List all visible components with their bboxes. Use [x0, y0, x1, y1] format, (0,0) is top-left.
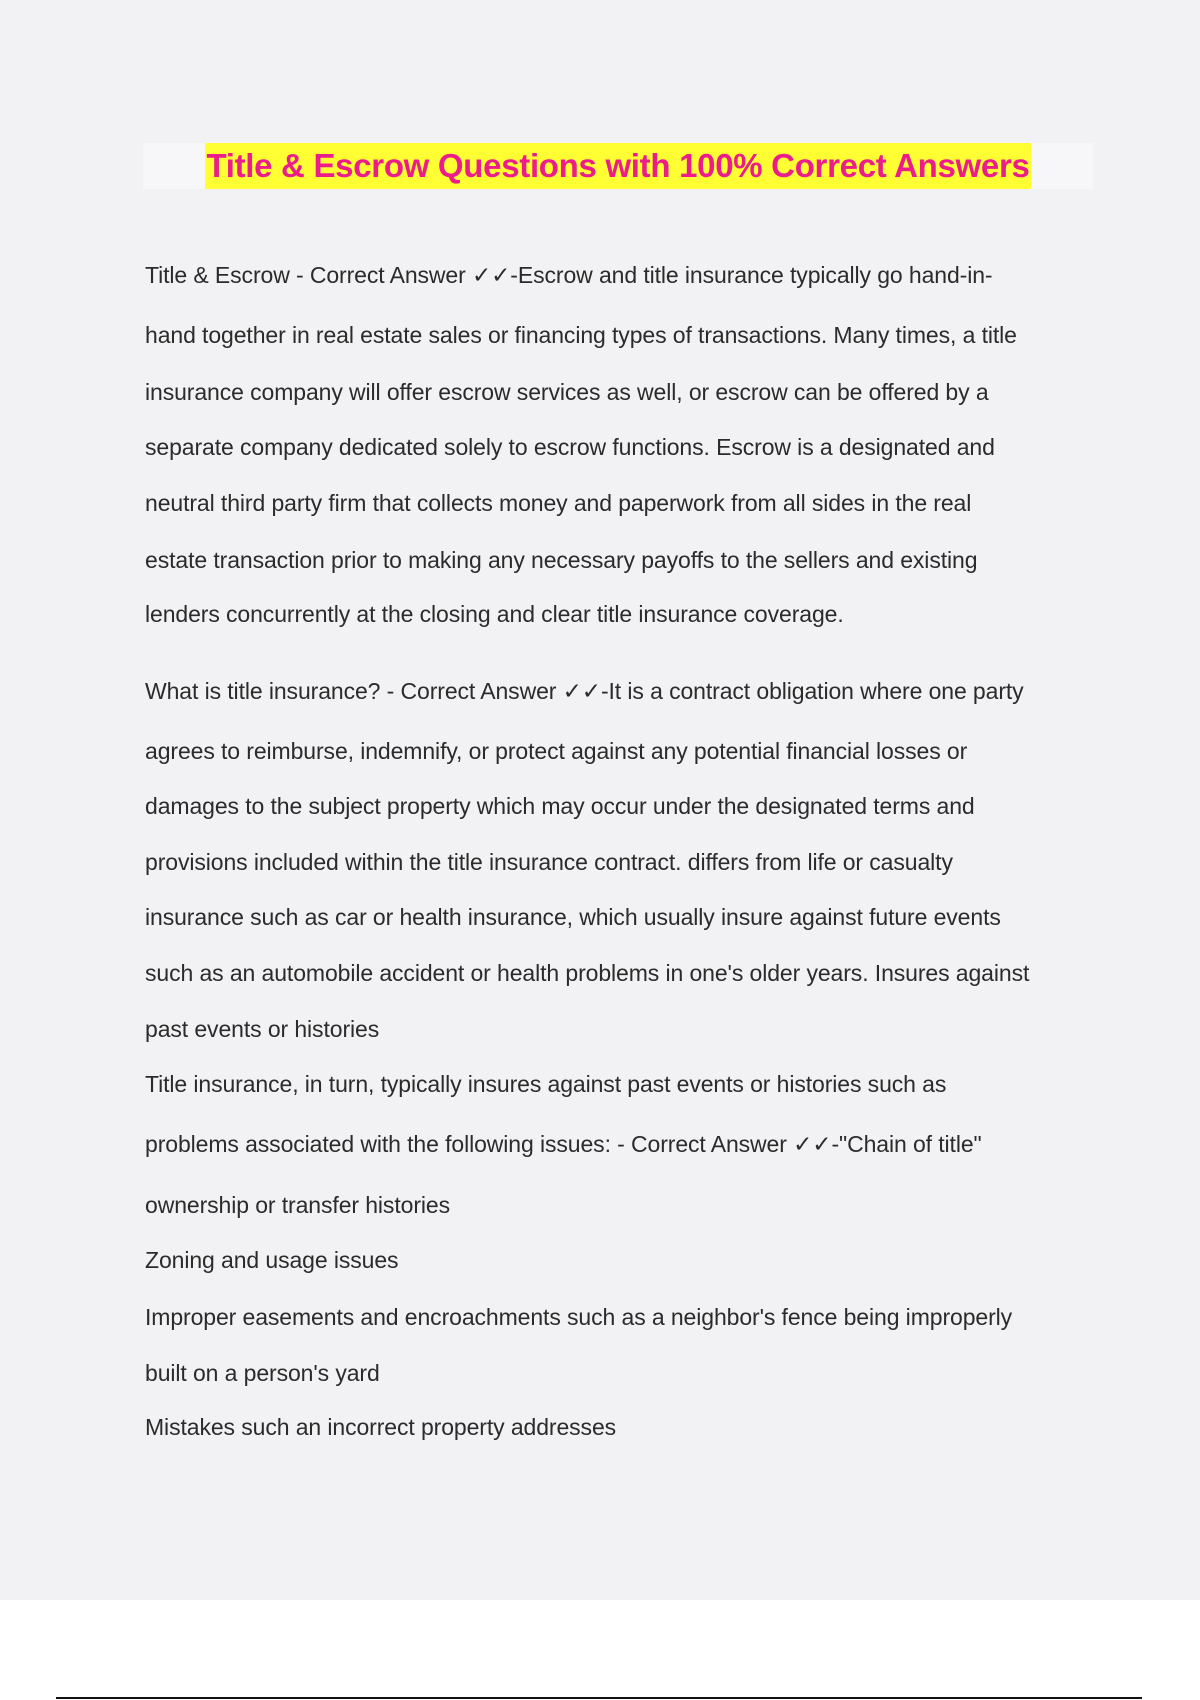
document-title: Title & Escrow Questions with 100% Correct Answers — [205, 143, 1030, 189]
text-line: such as an automobile accident or health problems in one's older years. Insures against — [145, 960, 1030, 986]
text-line: lenders concurrently at the closing and clear title insurance coverage. — [145, 601, 844, 627]
text-line: built on a person's yard — [145, 1360, 380, 1386]
text-line: Mistakes such an incorrect property addresses — [145, 1414, 617, 1440]
text-line: agrees to reimburse, indemnify, or protect against any potential financial losses or — [145, 738, 968, 764]
text-line: problems associated with the following issues: - Correct Answer ✓✓-"Chain of title" — [145, 1131, 982, 1157]
text-line: What is title insurance? - Correct Answer ✓✓-It is a contract obligation where one party — [145, 678, 1024, 704]
text-line: insurance company will offer escrow services as well, or escrow can be offered by a — [145, 379, 989, 405]
text-line: ownership or transfer histories — [145, 1192, 450, 1218]
title-banner — [143, 143, 1093, 189]
text-line: Zoning and usage issues — [145, 1247, 399, 1273]
text-line: estate transaction prior to making any necessary payoffs to the sellers and existing — [145, 547, 978, 573]
text-line: past events or histories — [145, 1016, 380, 1042]
text-line: Title & Escrow - Correct Answer ✓✓-Escrow and title insurance typically go hand-in- — [145, 262, 993, 288]
text-line: separate company dedicated solely to escrow functions. Escrow is a designated and — [145, 434, 995, 460]
text-line: Improper easements and encroachments such as a neighbor's fence being improperly — [145, 1304, 1013, 1330]
text-line: hand together in real estate sales or financing types of transactions. Many times, a title — [145, 322, 1017, 348]
page-divider — [56, 1697, 1142, 1699]
text-line: Title insurance, in turn, typically insures against past events or histories such as — [145, 1071, 947, 1097]
text-line: damages to the subject property which may occur under the designated terms and — [145, 793, 975, 819]
text-line: neutral third party firm that collects money and paperwork from all sides in the real — [145, 490, 972, 516]
text-line: provisions included within the title insurance contract. differs from life or casualty — [145, 849, 953, 875]
text-line: insurance such as car or health insurance, which usually insure against future events — [145, 904, 1001, 930]
